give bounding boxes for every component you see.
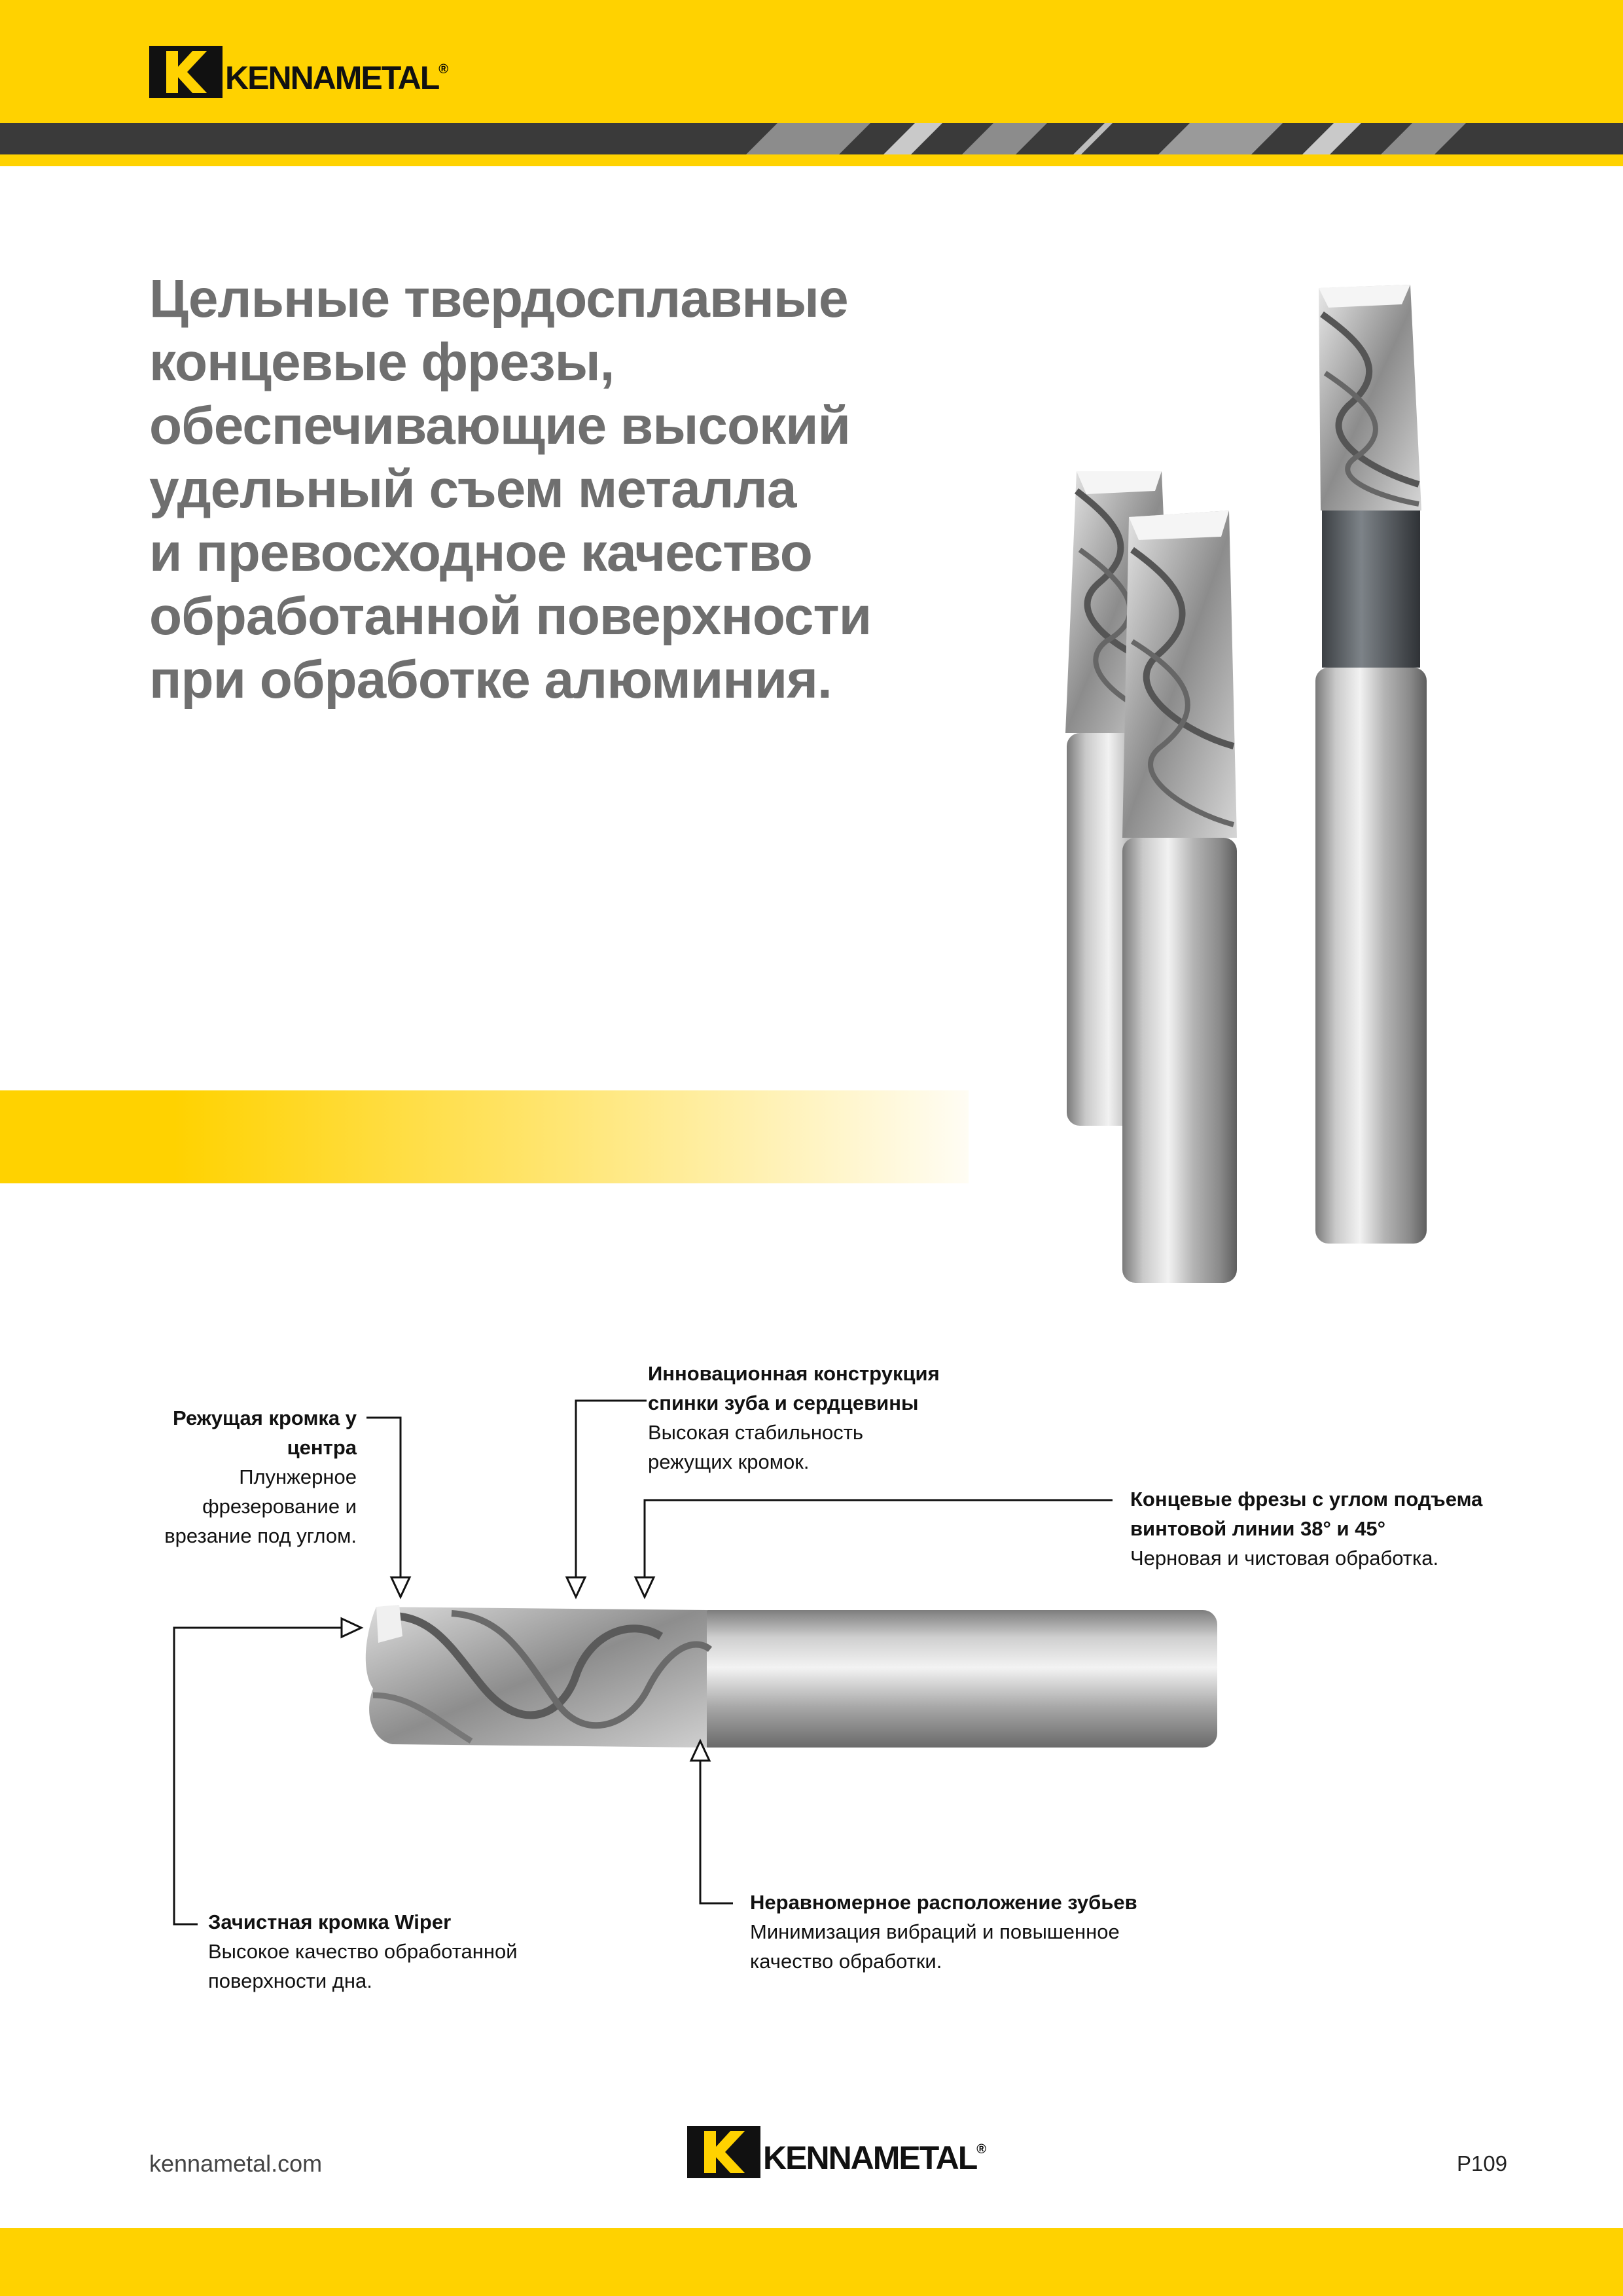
callout-desc: врезание под углом. [164, 1524, 357, 1547]
callout-core-design [648, 1359, 1014, 1477]
callout-wiper [208, 1907, 614, 1996]
callout-desc: Высокое качество обработанной [208, 1940, 518, 1963]
headline-line: обеспечивающие высокий [149, 396, 850, 456]
callout-title: центра [287, 1436, 357, 1459]
callout-title: Концевые фрезы с углом подъема [1130, 1488, 1483, 1511]
brand-wordmark: KENNAMETAL [225, 60, 439, 96]
footer-logo [687, 2126, 986, 2178]
headline-line: и превосходное качество [149, 523, 812, 583]
headline-line: Цельные твердосплавные [149, 269, 848, 329]
page-number: P109 [1457, 2151, 1508, 2176]
headline-line: обработанной поверхности [149, 586, 872, 646]
callout-center-cutting [118, 1403, 357, 1551]
callout-desc: Черновая и чистовая обработка. [1130, 1547, 1439, 1570]
leader-center-cutting [366, 1418, 401, 1584]
callout-helix [1130, 1484, 1549, 1573]
callout-title: Инновационная конструкция [648, 1362, 940, 1385]
leader-core-design [576, 1401, 647, 1584]
headline-line: при обработке алюминия. [149, 650, 832, 709]
leader-unequal-spacing [700, 1754, 733, 1903]
callout-title: спинки зуба и сердцевины [648, 1391, 919, 1414]
callout-desc: режущих кромок. [648, 1450, 810, 1473]
callout-desc: фрезерование и [202, 1495, 357, 1518]
footer-band [0, 2228, 1623, 2296]
callout-desc: Плунжерное [239, 1465, 357, 1488]
trademark-symbol: ® [438, 62, 449, 77]
trademark-symbol: ® [976, 2142, 987, 2157]
kennametal-k-logo-icon [687, 2126, 760, 2178]
footer-url-link[interactable]: kennametal.com [149, 2150, 323, 2177]
headline-line: удельный съем металла [149, 459, 796, 519]
callout-desc: Минимизация вибраций и повышенное [750, 1920, 1120, 1943]
callout-title: Неравномерное расположение зубьев [750, 1891, 1137, 1914]
leader-helix [645, 1500, 1113, 1584]
callout-title: Зачистная кромка Wiper [208, 1910, 452, 1933]
brand-wordmark: KENNAMETAL [763, 2140, 977, 2176]
callout-title: винтовой линии 38° и 45° [1130, 1517, 1386, 1540]
leader-wiper [174, 1628, 347, 1924]
callout-arrow-icon [342, 1577, 709, 1761]
callout-desc: Высокая стабильность [648, 1421, 864, 1444]
callout-desc: качество обработки. [750, 1950, 942, 1973]
headline-line: концевые фрезы, [149, 332, 615, 392]
callout-desc: поверхности дна. [208, 1969, 372, 1992]
callout-title: Режущая кромка у [173, 1407, 357, 1429]
callout-unequal-spacing [750, 1888, 1208, 1976]
